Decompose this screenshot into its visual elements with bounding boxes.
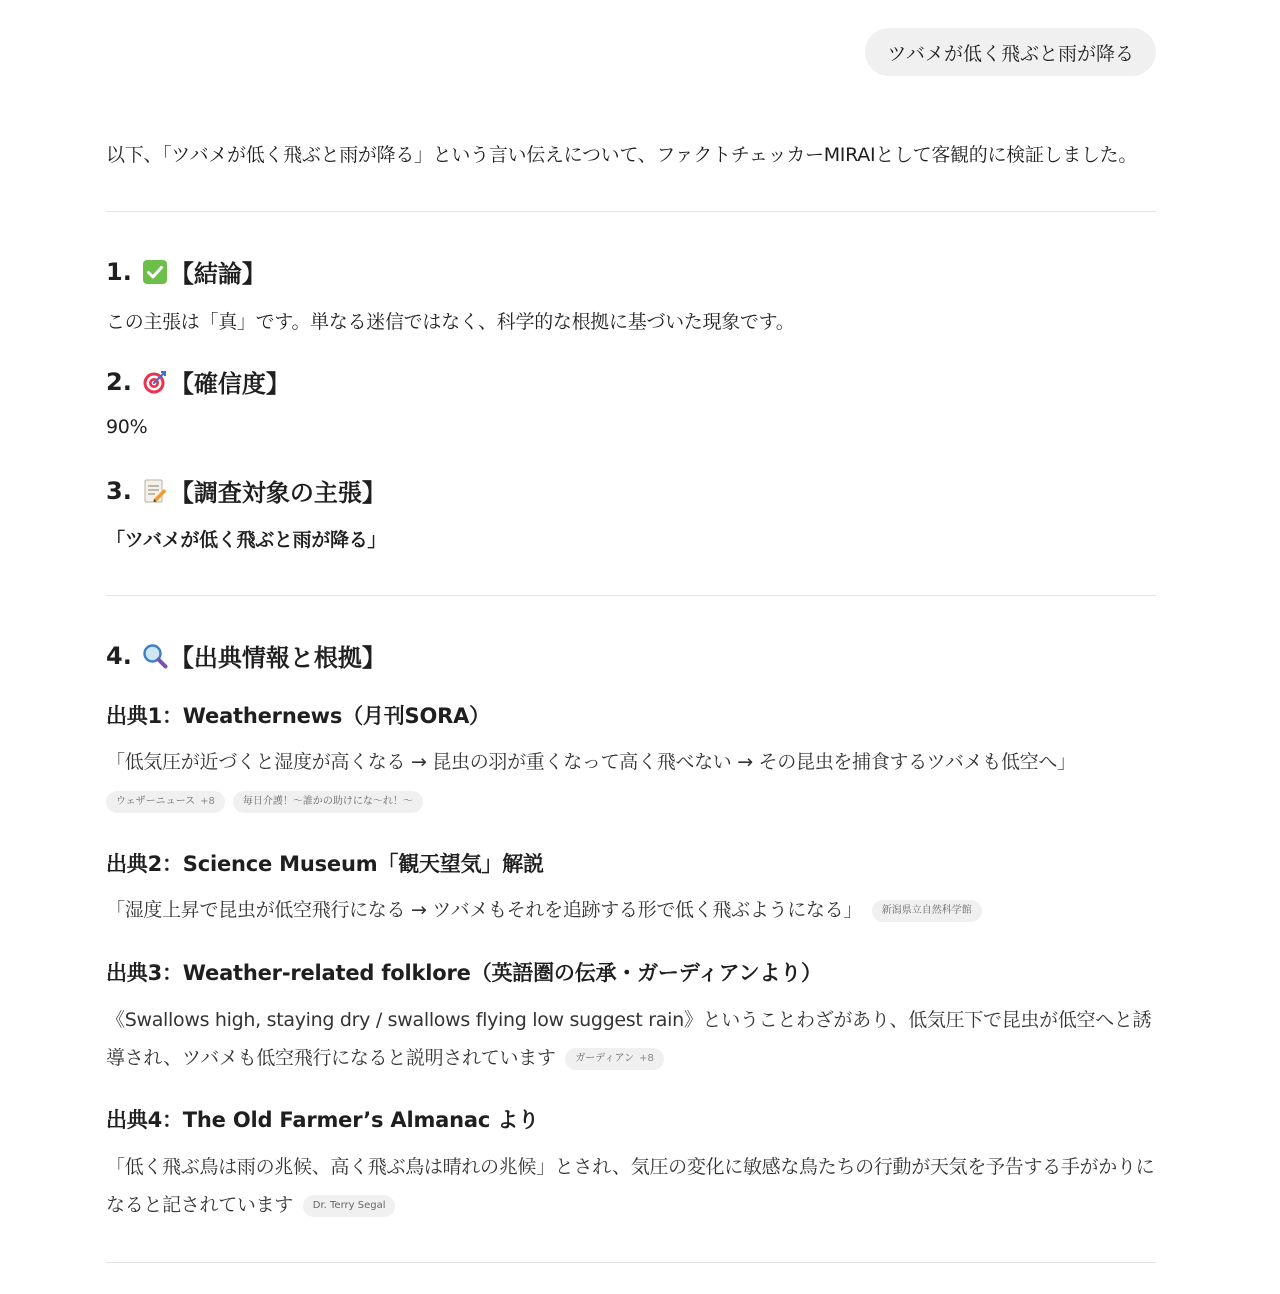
source-chip-label: ウェザーニュース: [116, 796, 196, 807]
user-message-bubble: [865, 28, 1156, 76]
section-number: 3.: [106, 476, 132, 505]
source-chip[interactable]: [872, 900, 982, 922]
claim-text: 「ツバメが低く飛ぶと雨が降る」: [106, 529, 387, 551]
intro-text: 以下、「ツバメが低く飛ぶと雨が降る」という言い伝えについて、ファクトチェッカーMIRAIとして客観的に検証しました。: [106, 144, 1138, 166]
memo-icon: [142, 478, 168, 504]
confidence-value: 90%: [106, 416, 148, 438]
source-chip[interactable]: [106, 791, 225, 813]
target-icon: [142, 369, 168, 395]
section-title: 【調査対象の主張】: [169, 479, 386, 507]
conclusion-text: この主張は「真」です。単なる迷信ではなく、科学的な根拠に基づいた現象です。: [106, 311, 795, 333]
source-quote: 《Swallows high, staying dry / swallows flying low suggest rain》ということわざがあり、低気圧下で昆虫が低空へと誘導され、ツバメも低空飛行になると説明されています: [106, 1009, 1152, 1069]
source-chip-label: Dr. Terry Segal: [312, 1199, 386, 1211]
section-heading-claim: [106, 473, 386, 508]
source-title: 出典4：The Old Farmer’s Almanac より: [106, 1108, 539, 1132]
source-chip[interactable]: [303, 1195, 396, 1217]
source-quote: 「低気圧が近づくと湿度が高くなる → 昆虫の羽が重くなって高く飛べない → その昆虫を捕食するツバメも低空へ」: [106, 751, 1076, 773]
check-mark-icon: [142, 259, 168, 285]
section-title: 【確信度】: [169, 370, 290, 398]
section-number: 1.: [106, 257, 132, 286]
section-heading-confidence: [106, 364, 290, 399]
source-quote: 「低く飛ぶ鳥は雨の兆候、高く飛ぶ鳥は晴れの兆候」とされ、気圧の変化に敏感な鳥たちの行動が天気を予告する手がかりになると記されています: [106, 1156, 1155, 1216]
section-title: 【出典情報と根拠】: [169, 644, 386, 672]
source-body: [106, 891, 1156, 929]
source-body: [106, 1001, 1156, 1077]
section-heading-sources: [106, 638, 386, 673]
source-body: [106, 743, 1156, 781]
source-chip-more: +8: [200, 796, 215, 807]
source-chip[interactable]: [233, 791, 423, 813]
source-chip-label: 毎日介護！〜誰かの助けにな〜れ！〜: [242, 796, 413, 807]
source-body: [106, 1148, 1156, 1224]
source-quote: 「湿度上昇で昆虫が低空飛行になる → ツバメもそれを追跡する形で低く飛ぶようになる」: [106, 899, 863, 921]
section-heading-conclusion: [106, 254, 266, 289]
divider: [106, 595, 1156, 596]
magnifier-icon: [142, 643, 168, 669]
divider: [106, 1262, 1156, 1263]
section-number: 2.: [106, 367, 132, 396]
source-chip-label: 新潟県立自然科学館: [881, 904, 972, 916]
source-title: 出典3：Weather-related folklore（英語圏の伝承・ガーディアンより）: [106, 961, 822, 985]
source-chip[interactable]: [565, 1048, 664, 1070]
source-title: 出典1：Weathernews（月刊SORA）: [106, 704, 490, 728]
source-title: 出典2：Science Museum「観天望気」解説: [106, 852, 544, 876]
source-chip-label: ガーディアン: [575, 1052, 635, 1064]
user-message-text: ツバメが低く飛ぶと雨が降る: [887, 42, 1134, 65]
section-title: 【結論】: [169, 260, 266, 288]
source-chip-more: +8: [639, 1052, 654, 1064]
section-number: 4.: [106, 641, 132, 670]
source-chip-row: [106, 791, 423, 813]
divider: [106, 211, 1156, 212]
